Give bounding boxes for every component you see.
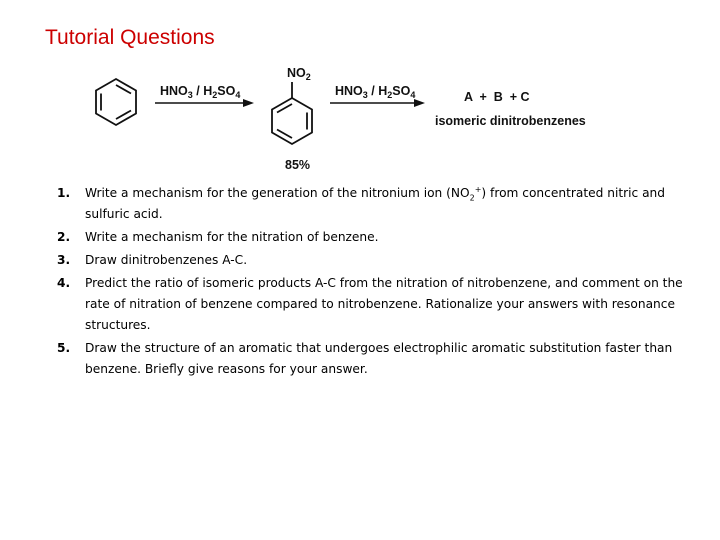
reagent-label-1: $HNO_3 / H_2SO_4$ [160, 84, 241, 100]
question-item [0, 273, 720, 336]
reagent-label-2: $HNO_3 / H_2SO_4$ [335, 84, 416, 100]
question-list [0, 183, 720, 382]
question-item [0, 183, 720, 225]
question-number: 4. [57, 276, 71, 290]
yield-label: 85% [285, 158, 311, 172]
question-text: Draw dinitrobenzenes A-C. [85, 253, 248, 267]
question-text: Write a mechanism for the generation of the nitronium ion $(NO_2^+)$ from concentrated nitric and sulfuric acid. [85, 184, 666, 221]
products-description: isomeric dinitrobenzenes [435, 114, 586, 128]
question-number: 1. [57, 186, 71, 200]
question-number: 2. [57, 230, 71, 244]
page-title: Tutorial Questions [45, 26, 215, 49]
nitro-group-label: $NO_2$ [287, 66, 311, 82]
question-item [0, 250, 720, 271]
question-item [0, 227, 720, 248]
nitrobenzene-structure [272, 82, 312, 144]
question-item [0, 338, 720, 380]
reaction-arrow-2 [330, 99, 425, 107]
question-text: Write a mechanism for the nitration of benzene. [85, 230, 379, 244]
benzene-structure [96, 79, 136, 125]
reaction-arrow-1 [155, 99, 254, 107]
question-number: 5. [57, 341, 71, 355]
reaction-scheme [0, 0, 720, 185]
question-number: 3. [57, 253, 71, 267]
products-label: A + B + C [464, 90, 530, 104]
question-text: Draw the structure of an aromatic that undergoes electrophilic aromatic substitution faster than benzene. Briefly give reasons for your answer. [85, 341, 673, 376]
question-text: Predict the ratio of isomeric products A-C from the nitration of nitrobenzene, and comment on the rate of nitration of benzene compared to nitrobenzene. Rationalize your answers with resonance structures. [85, 276, 683, 332]
